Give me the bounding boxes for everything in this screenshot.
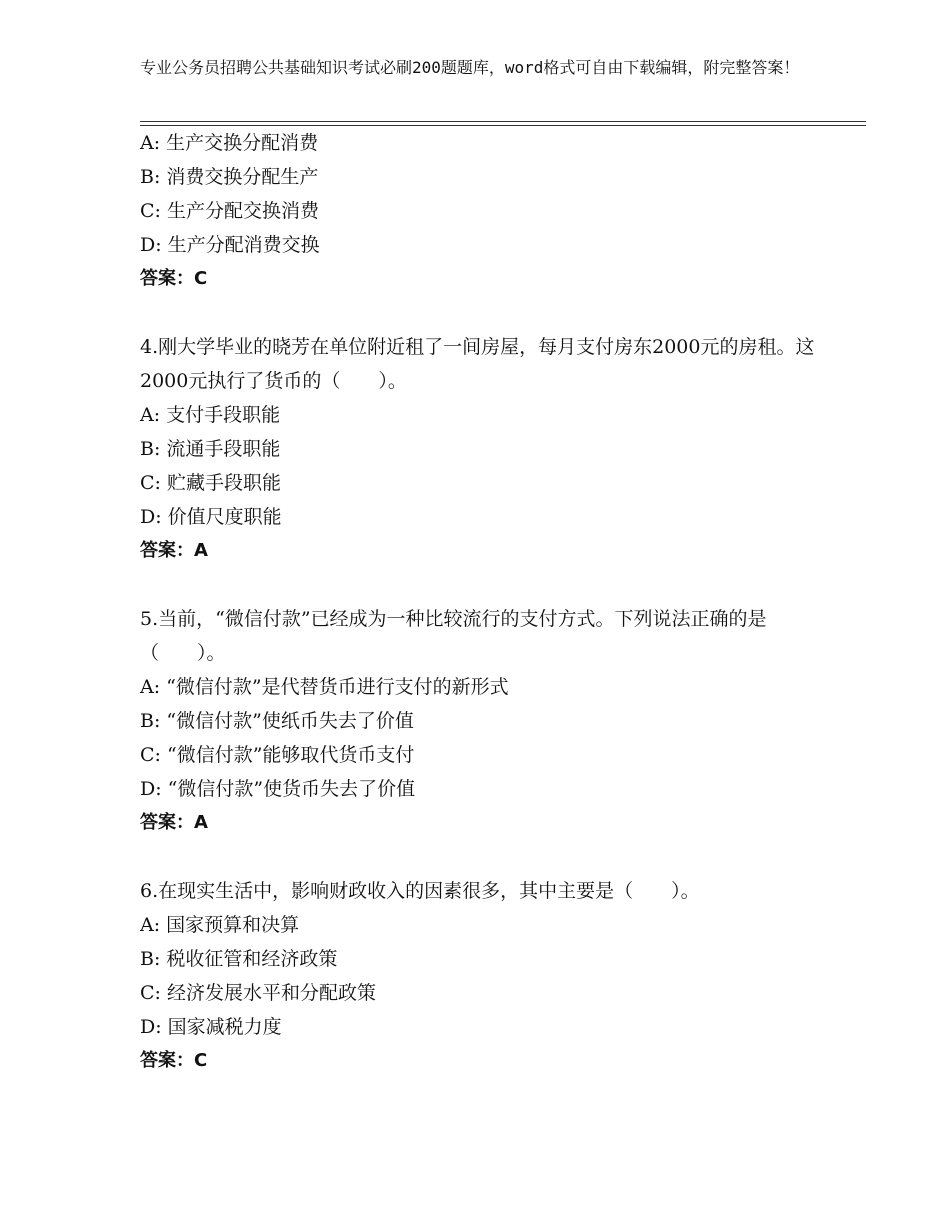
question-5 [140, 602, 830, 840]
option-c: C: 贮藏手段职能 [140, 472, 281, 494]
question-stem: 6.在现实生活中，影响财政收入的因素很多，其中主要是（ ）。 [140, 880, 700, 902]
header-rule [140, 121, 866, 122]
option-d: D: 国家减税力度 [140, 1016, 282, 1038]
spacer [140, 568, 830, 602]
question-4 [140, 330, 830, 568]
question-list [140, 126, 830, 1078]
option-a: A: “微信付款”是代替货币进行支付的新形式 [140, 676, 509, 698]
option-a: A: 生产交换分配消费 [140, 132, 319, 154]
question-3 [140, 126, 830, 296]
page-header: 专业公务员招聘公共基础知识考试必刷200题题库，word格式可自由下载编辑，附完整答案！ [140, 58, 800, 77]
option-b: B: “微信付款”使纸币失去了价值 [140, 710, 414, 732]
option-b: B: 消费交换分配生产 [140, 166, 319, 188]
option-d: D: “微信付款”使货币失去了价值 [140, 778, 416, 800]
option-c: C: 生产分配交换消费 [140, 200, 319, 222]
answer: 答案：A [140, 812, 208, 833]
answer: 答案：C [140, 268, 208, 289]
option-a: A: 支付手段职能 [140, 404, 281, 426]
answer: 答案：C [140, 1050, 208, 1071]
spacer [140, 296, 830, 330]
option-b: B: 流通手段职能 [140, 438, 281, 460]
option-c: C: “微信付款”能够取代货币支付 [140, 744, 415, 766]
option-a: A: 国家预算和决算 [140, 914, 300, 936]
question-stem: 5.当前，“微信付款”已经成为一种比较流行的支付方式。下列说法正确的是（ ）。 [140, 608, 767, 664]
spacer [140, 840, 830, 874]
option-c: C: 经济发展水平和分配政策 [140, 982, 376, 1004]
question-stem: 4.刚大学毕业的晓芳在单位附近租了一间房屋，每月支付房东2000元的房租。这2000元执行了货币的（ ）。 [140, 336, 815, 392]
question-6 [140, 874, 830, 1078]
option-d: D: 价值尺度职能 [140, 506, 282, 528]
option-b: B: 税收征管和经济政策 [140, 948, 338, 970]
answer: 答案：A [140, 540, 208, 561]
option-d: D: 生产分配消费交换 [140, 234, 320, 256]
